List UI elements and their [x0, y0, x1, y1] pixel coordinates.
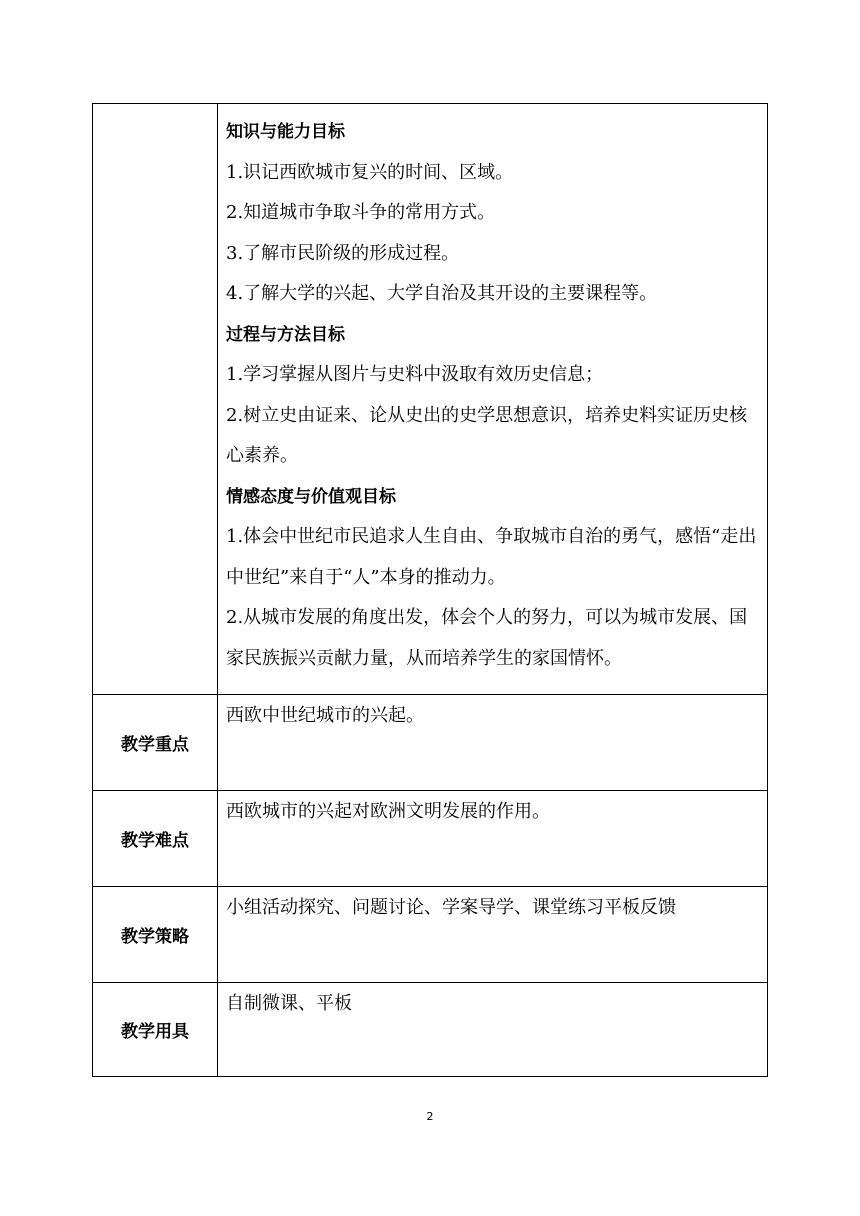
process-goal-item: 2.树立史由证来、论从史出的史学思想意识，培养史料实证历史核心素养。	[226, 404, 748, 466]
strategies-row	[93, 887, 768, 983]
key-points-label: 教学重点	[93, 695, 218, 791]
tools-row	[93, 983, 768, 1077]
difficulties-content: 西欧城市的兴起对欧洲文明发展的作用。	[226, 801, 550, 822]
knowledge-goal-item: 2.知道城市争取斗争的常用方式。	[226, 202, 496, 223]
tools-content: 自制微课、平板	[226, 993, 352, 1014]
difficulties-label: 教学难点	[93, 791, 218, 887]
page-number: 2	[426, 1110, 434, 1123]
knowledge-goal-item: 3.了解市民阶级的形成过程。	[226, 242, 460, 264]
knowledge-goals-heading: 知识与能力目标	[226, 122, 345, 142]
strategies-content-cell	[218, 887, 768, 983]
difficulties-row	[93, 791, 768, 887]
teaching-goals-content-cell	[218, 104, 768, 695]
key-points-content-cell	[218, 695, 768, 791]
emotion-goals-heading: 情感态度与价值观目标	[226, 486, 396, 507]
emotion-goal-item: 2.从城市发展的角度出发，体会个人的努力，可以为城市发展、国家民族振兴贡献力量，从而培养学生的家国情怀。	[226, 607, 748, 669]
strategies-label: 教学策略	[93, 887, 218, 983]
key-points-content: 西欧中世纪城市的兴起。	[226, 705, 424, 726]
teaching-goals-row	[93, 104, 768, 695]
tools-content-cell	[218, 983, 768, 1077]
strategies-content: 小组活动探究、问题讨论、学案导学、课堂练习平板反馈	[226, 897, 676, 918]
knowledge-goal-item: 4.了解大学的兴起、大学自治及其开设的主要课程等。	[226, 283, 658, 304]
teaching-goals-label-cell	[93, 104, 218, 695]
emotion-goal-item: 1.体会中世纪市民追求人生自由、争取城市自治的勇气，感悟“走出中世纪”来自于“人”本身的推动力。	[226, 526, 757, 588]
key-points-row	[93, 695, 768, 791]
knowledge-goal-item: 1.识记西欧城市复兴的时间、区域。	[226, 161, 514, 183]
process-goal-item: 1.学习掌握从图片与史料中汲取有效历史信息；	[226, 364, 604, 385]
tools-label: 教学用具	[93, 983, 218, 1077]
lesson-plan-table	[92, 103, 768, 1077]
process-goals-heading: 过程与方法目标	[226, 324, 345, 345]
difficulties-content-cell	[218, 791, 768, 887]
